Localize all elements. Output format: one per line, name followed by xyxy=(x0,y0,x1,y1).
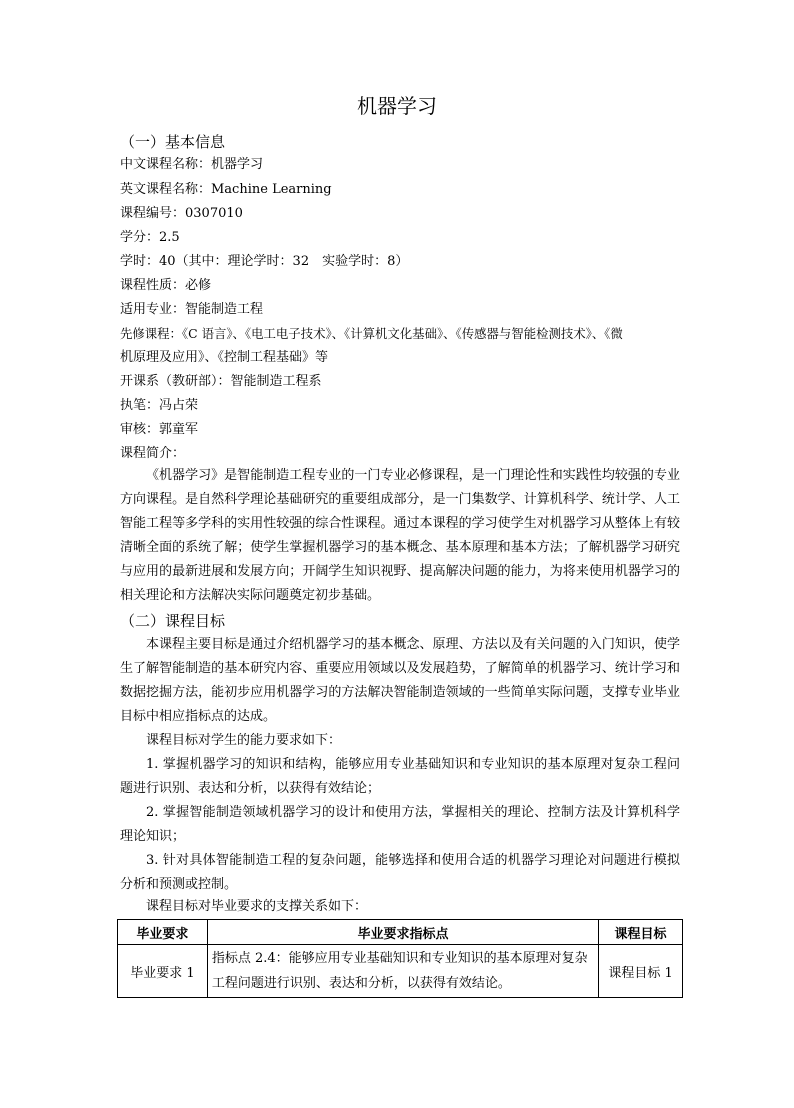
goals-paragraph: 本课程主要目标是通过介绍机器学习的基本概念、原理、方法以及有关问题的入门知识，使学生了解智能制造的基本研究内容、重要应用领域以及发展趋势，了解简单的机器学习、统计学习和数据挖掘方法，能初步应用机器学习的方法解决智能制造领域的一些简单实际问题，支撑专业毕业目标中相应指标点的达成。 xyxy=(120,637,680,724)
column-header: 毕业要求 xyxy=(118,920,208,945)
info-line: 课程性质：必修 xyxy=(120,278,212,293)
support-relation-intro: 课程目标对毕业要求的支撑关系如下： xyxy=(146,899,368,914)
info-line: 审核：郭童军 xyxy=(120,422,199,437)
table-cell: 指标点 2.4：能够应用专业基础知识和专业知识的基本原理对复杂工程问题进行识别、表达和分析，以获得有效结论。 xyxy=(207,945,598,998)
table-header-row xyxy=(118,920,683,945)
table-cell: 毕业要求 1 xyxy=(118,945,208,998)
column-header: 毕业要求指标点 xyxy=(207,920,598,945)
info-line: 学时：40（其中：理论学时：32 实验学时：8） xyxy=(120,254,409,269)
course-intro-paragraph: 《机器学习》是智能制造工程专业的一门专业必修课程，是一门理论性和实践性均较强的专业方向课程。是自然科学理论基础研究的重要组成部分，是一门集数学、计算机科学、统计学、人工智能工程等多学科的实用性较强的综合性课程。通过本课程的学习使学生对机器学习从整体上有较清晰全面的系统了解；使学生掌握机器学习的基本概念、基本原理和基本方法；了解机器学习研究与应用的最新进展和发展方向；开阔学生知识视野、提高解决问题的能力，为将来使用机器学习的相关理论和方法解决实际问题奠定初步基础。 xyxy=(120,468,680,603)
info-line: 开课系（教研部）：智能制造工程系 xyxy=(120,374,322,389)
info-line: 中文课程名称：机器学习 xyxy=(120,157,264,172)
info-line: 先修课程：《C 语言》、《电工电子技术》、《计算机文化基础》、《传感器与智能检测技术》、《微 xyxy=(120,326,623,341)
ability-requirements-intro: 课程目标对学生的能力要求如下： xyxy=(146,733,342,748)
info-line: 适用专业：智能制造工程 xyxy=(120,302,264,317)
table-cell: 课程目标 1 xyxy=(599,945,683,998)
ability-item-3: 3. 针对具体智能制造工程的复杂问题，能够选择和使用合适的机器学习理论对问题进行模拟分析和预测或控制。 xyxy=(120,853,680,892)
info-line: 机原理及应用》、《控制工程基础》等 xyxy=(120,350,329,365)
graduation-requirements-table xyxy=(117,919,683,998)
info-line: 英文课程名称：Machine Learning xyxy=(120,182,332,197)
column-header: 课程目标 xyxy=(599,920,683,945)
info-line: 执笔：冯占荣 xyxy=(120,398,199,413)
info-line: 学分：2.5 xyxy=(120,230,180,245)
section-heading-basic-info: （一）基本信息 xyxy=(120,133,226,151)
ability-item-2: 2. 掌握智能制造领域机器学习的设计和使用方法，掌握相关的理论、控制方法及计算机科学理论知识； xyxy=(120,805,680,844)
section-heading-course-goals: （二）课程目标 xyxy=(120,612,226,630)
document-title: 机器学习 xyxy=(357,94,437,118)
info-line: 课程简介： xyxy=(120,446,186,461)
ability-item-1: 1. 掌握机器学习的知识和结构，能够应用专业基础知识和专业知识的基本原理对复杂工程问题进行识别、表达和分析，以获得有效结论； xyxy=(120,757,680,796)
info-line: 课程编号：0307010 xyxy=(120,206,243,221)
table-row xyxy=(118,945,683,998)
